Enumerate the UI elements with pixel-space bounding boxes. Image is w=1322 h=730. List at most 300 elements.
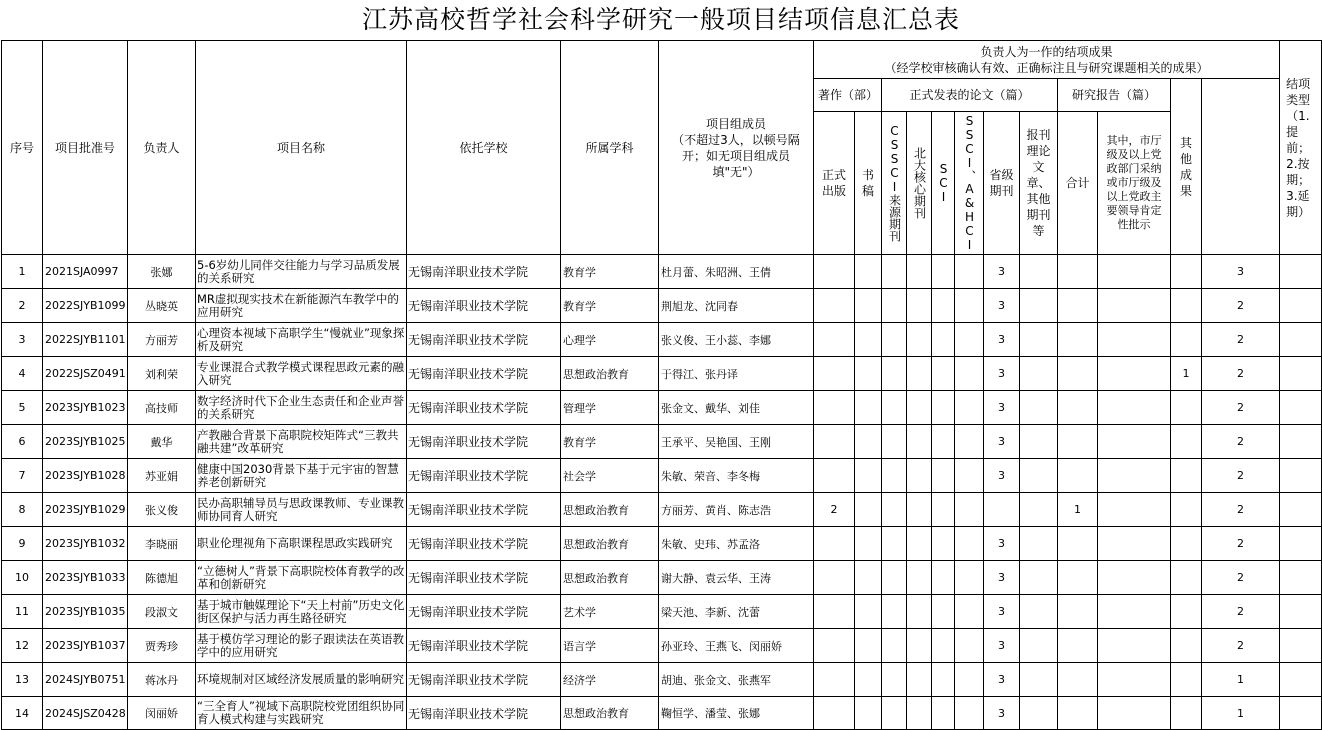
row-ssci xyxy=(955,493,984,527)
row-remarks xyxy=(1280,697,1322,730)
row-provincial: 3 xyxy=(984,697,1020,730)
row-cssci xyxy=(882,493,907,527)
header-results-group: 负责人为一作的结项成果 （经学校审核确认有效、正确标注且与研究课题相关的成果） xyxy=(814,41,1280,79)
row-members: 荆旭龙、沈同春 xyxy=(659,289,814,323)
row-ssci xyxy=(955,527,984,561)
row-pku-core xyxy=(907,391,932,425)
row-leader: 高技师 xyxy=(128,391,196,425)
row-approval-no: 2024SJSZ0428 xyxy=(43,697,128,730)
row-project-name: 基于城市触媒理论下“天上村前”历史文化街区保护与活力再生路径研究 xyxy=(196,595,407,629)
row-sci xyxy=(932,459,955,493)
row-project-name: 5-6岁幼儿同伴交往能力与学习品质发展的关系研究 xyxy=(196,255,407,289)
row-total xyxy=(1058,527,1098,561)
row-approval-no: 2023SJYB1025 xyxy=(43,425,128,459)
row-members: 杜月蕾、朱昭洲、王倩 xyxy=(659,255,814,289)
row-seq: 4 xyxy=(2,357,43,391)
row-discipline: 管理学 xyxy=(561,391,659,425)
row-discipline: 教育学 xyxy=(561,425,659,459)
row-manuscript xyxy=(855,629,882,663)
row-approved xyxy=(1098,425,1171,459)
row-ssci xyxy=(955,595,984,629)
row-leader: 贾秀珍 xyxy=(128,629,196,663)
row-seq: 14 xyxy=(2,697,43,730)
row-closure-type: 2 xyxy=(1202,459,1280,493)
row-remarks xyxy=(1280,561,1322,595)
row-leader: 闵丽娇 xyxy=(128,697,196,730)
row-discipline: 艺术学 xyxy=(561,595,659,629)
table-row xyxy=(2,289,1322,323)
row-project-name: MR虚拟现实技术在新能源汽车教学中的应用研究 xyxy=(196,289,407,323)
row-newspaper xyxy=(1020,595,1058,629)
header-other: 其他成果 xyxy=(1171,79,1202,255)
table-row xyxy=(2,629,1322,663)
row-approved xyxy=(1098,391,1171,425)
page-title: 江苏高校哲学社会科学研究一般项目结项信息汇总表 xyxy=(361,5,960,34)
row-sci xyxy=(932,663,955,697)
row-other xyxy=(1171,697,1202,730)
row-approval-no: 2023SJYB1029 xyxy=(43,493,128,527)
row-provincial xyxy=(984,493,1020,527)
row-pku-core xyxy=(907,663,932,697)
row-pku-core xyxy=(907,527,932,561)
row-ssci xyxy=(955,255,984,289)
row-sci xyxy=(932,323,955,357)
row-total xyxy=(1058,561,1098,595)
row-sci xyxy=(932,629,955,663)
row-sci xyxy=(932,697,955,730)
row-leader: 苏亚娟 xyxy=(128,459,196,493)
row-approved xyxy=(1098,561,1171,595)
header-total: 合计 xyxy=(1058,112,1098,255)
row-provincial: 3 xyxy=(984,255,1020,289)
row-project-name: 基于模仿学习理论的影子跟读法在英语教学中的应用研究 xyxy=(196,629,407,663)
row-formal-pub xyxy=(814,561,855,595)
row-project-name: 心理资本视域下高职学生“慢就业”现象探析及研究 xyxy=(196,323,407,357)
row-leader: 陈德旭 xyxy=(128,561,196,595)
row-approval-no: 2023SJYB1035 xyxy=(43,595,128,629)
row-approval-no: 2022SJYB1101 xyxy=(43,323,128,357)
row-cssci xyxy=(882,255,907,289)
row-approval-no: 2023SJYB1037 xyxy=(43,629,128,663)
table-row xyxy=(2,425,1322,459)
header-ssci: SSCI、A&HCI xyxy=(955,112,984,255)
row-other xyxy=(1171,425,1202,459)
table-row xyxy=(2,391,1322,425)
row-sci xyxy=(932,289,955,323)
row-school: 无锡南洋职业技术学院 xyxy=(407,697,561,730)
row-pku-core xyxy=(907,595,932,629)
row-provincial: 3 xyxy=(984,289,1020,323)
row-discipline: 社会学 xyxy=(561,459,659,493)
row-sci xyxy=(932,255,955,289)
row-approved xyxy=(1098,527,1171,561)
row-project-name: “三全育人”视域下高职院校党团组织协同育人模式构建与实践研究 xyxy=(196,697,407,730)
row-project-name: 专业课混合式教学模式课程思政元素的融入研究 xyxy=(196,357,407,391)
row-formal-pub xyxy=(814,459,855,493)
table-row xyxy=(2,527,1322,561)
row-school: 无锡南洋职业技术学院 xyxy=(407,289,561,323)
row-other xyxy=(1171,663,1202,697)
row-discipline: 心理学 xyxy=(561,323,659,357)
table-row xyxy=(2,663,1322,697)
row-closure-type: 1 xyxy=(1202,663,1280,697)
row-newspaper xyxy=(1020,663,1058,697)
row-project-name: 产教融合背景下高职院校矩阵式“三教共融共建”改革研究 xyxy=(196,425,407,459)
row-formal-pub xyxy=(814,595,855,629)
row-discipline: 思想政治教育 xyxy=(561,357,659,391)
row-members: 鞠恒学、潘莹、张娜 xyxy=(659,697,814,730)
row-approval-no: 2022SJSZ0491 xyxy=(43,357,128,391)
row-total xyxy=(1058,425,1098,459)
table-row xyxy=(2,561,1322,595)
row-ssci xyxy=(955,663,984,697)
row-project-name: 民办高职辅导员与思政课教师、专业课教师协同育人研究 xyxy=(196,493,407,527)
row-total xyxy=(1058,459,1098,493)
row-seq: 2 xyxy=(2,289,43,323)
row-cssci xyxy=(882,527,907,561)
row-approved xyxy=(1098,323,1171,357)
row-cssci xyxy=(882,425,907,459)
row-leader: 张娜 xyxy=(128,255,196,289)
row-pku-core xyxy=(907,323,932,357)
row-pku-core xyxy=(907,425,932,459)
row-remarks xyxy=(1280,255,1322,289)
row-leader: 刘利荣 xyxy=(128,357,196,391)
row-total xyxy=(1058,289,1098,323)
row-seq: 11 xyxy=(2,595,43,629)
row-provincial: 3 xyxy=(984,629,1020,663)
row-pku-core xyxy=(907,255,932,289)
row-provincial: 3 xyxy=(984,527,1020,561)
row-other xyxy=(1171,289,1202,323)
row-other xyxy=(1171,323,1202,357)
row-provincial: 3 xyxy=(984,425,1020,459)
row-formal-pub xyxy=(814,697,855,730)
row-cssci xyxy=(882,357,907,391)
row-closure-type: 3 xyxy=(1202,255,1280,289)
row-provincial: 3 xyxy=(984,561,1020,595)
row-approved xyxy=(1098,697,1171,730)
row-other xyxy=(1171,391,1202,425)
row-approved xyxy=(1098,629,1171,663)
row-school: 无锡南洋职业技术学院 xyxy=(407,357,561,391)
row-leader: 戴华 xyxy=(128,425,196,459)
row-cssci xyxy=(882,391,907,425)
row-discipline: 思想政治教育 xyxy=(561,527,659,561)
row-project-name: 数字经济时代下企业生态责任和企业声誉的关系研究 xyxy=(196,391,407,425)
row-formal-pub: 2 xyxy=(814,493,855,527)
header-closure-type: 结项类型 （1.提前；2.按期；3.延期） xyxy=(1280,41,1322,255)
row-school: 无锡南洋职业技术学院 xyxy=(407,323,561,357)
row-manuscript xyxy=(855,255,882,289)
header-school: 依托学校 xyxy=(407,41,561,255)
row-closure-type: 2 xyxy=(1202,357,1280,391)
row-approved xyxy=(1098,357,1171,391)
row-other: 1 xyxy=(1171,357,1202,391)
row-formal-pub xyxy=(814,629,855,663)
row-total xyxy=(1058,629,1098,663)
row-closure-type: 2 xyxy=(1202,289,1280,323)
header-members: 项目组成员 （不超过3人，以顿号隔开；如无项目组成员填"无"） xyxy=(659,41,814,255)
row-remarks xyxy=(1280,595,1322,629)
row-ssci xyxy=(955,425,984,459)
row-approved xyxy=(1098,493,1171,527)
row-newspaper xyxy=(1020,493,1058,527)
row-leader: 段淑文 xyxy=(128,595,196,629)
row-formal-pub xyxy=(814,255,855,289)
row-other xyxy=(1171,459,1202,493)
row-school: 无锡南洋职业技术学院 xyxy=(407,425,561,459)
row-approval-no: 2023SJYB1033 xyxy=(43,561,128,595)
row-closure-type: 2 xyxy=(1202,493,1280,527)
row-leader: 丛晓英 xyxy=(128,289,196,323)
row-seq: 1 xyxy=(2,255,43,289)
row-approved xyxy=(1098,255,1171,289)
row-seq: 6 xyxy=(2,425,43,459)
row-provincial: 3 xyxy=(984,459,1020,493)
row-remarks xyxy=(1280,629,1322,663)
row-other xyxy=(1171,561,1202,595)
row-seq: 13 xyxy=(2,663,43,697)
header-discipline: 所属学科 xyxy=(561,41,659,255)
row-total: 1 xyxy=(1058,493,1098,527)
row-cssci xyxy=(882,459,907,493)
row-ssci xyxy=(955,391,984,425)
row-pku-core xyxy=(907,561,932,595)
table-row xyxy=(2,357,1322,391)
row-pku-core xyxy=(907,697,932,730)
row-formal-pub xyxy=(814,425,855,459)
row-closure-type: 2 xyxy=(1202,425,1280,459)
row-sci xyxy=(932,595,955,629)
summary-table xyxy=(1,40,1322,730)
row-newspaper xyxy=(1020,527,1058,561)
row-total xyxy=(1058,255,1098,289)
row-approval-no: 2024SJYB0751 xyxy=(43,663,128,697)
row-seq: 9 xyxy=(2,527,43,561)
row-seq: 12 xyxy=(2,629,43,663)
row-project-name: “立德树人”背景下高职院校体育教学的改革和创新研究 xyxy=(196,561,407,595)
row-pku-core xyxy=(907,629,932,663)
row-ssci xyxy=(955,357,984,391)
row-remarks xyxy=(1280,493,1322,527)
row-formal-pub xyxy=(814,357,855,391)
row-formal-pub xyxy=(814,391,855,425)
row-cssci xyxy=(882,561,907,595)
row-approval-no: 2023SJYB1023 xyxy=(43,391,128,425)
table-row xyxy=(2,595,1322,629)
row-manuscript xyxy=(855,459,882,493)
row-discipline: 经济学 xyxy=(561,663,659,697)
row-school: 无锡南洋职业技术学院 xyxy=(407,595,561,629)
row-members: 谢大静、袁云华、王涛 xyxy=(659,561,814,595)
row-manuscript xyxy=(855,697,882,730)
table-row xyxy=(2,323,1322,357)
row-total xyxy=(1058,663,1098,697)
row-sci xyxy=(932,493,955,527)
row-leader: 张义俊 xyxy=(128,493,196,527)
row-provincial: 3 xyxy=(984,663,1020,697)
row-remarks xyxy=(1280,357,1322,391)
row-newspaper xyxy=(1020,289,1058,323)
row-manuscript xyxy=(855,323,882,357)
row-cssci xyxy=(882,323,907,357)
row-approval-no: 2023SJYB1032 xyxy=(43,527,128,561)
table-row xyxy=(2,697,1322,730)
row-remarks xyxy=(1280,459,1322,493)
row-formal-pub xyxy=(814,663,855,697)
row-school: 无锡南洋职业技术学院 xyxy=(407,493,561,527)
row-approval-no: 2021SJA0997 xyxy=(43,255,128,289)
row-cssci xyxy=(882,663,907,697)
row-ssci xyxy=(955,561,984,595)
row-approved xyxy=(1098,595,1171,629)
row-members: 胡迪、张金文、张燕军 xyxy=(659,663,814,697)
row-members: 于得江、张丹译 xyxy=(659,357,814,391)
row-discipline: 思想政治教育 xyxy=(561,493,659,527)
row-newspaper xyxy=(1020,697,1058,730)
row-seq: 8 xyxy=(2,493,43,527)
row-closure-type: 2 xyxy=(1202,595,1280,629)
row-members: 张金文、戴华、刘佳 xyxy=(659,391,814,425)
row-pku-core xyxy=(907,459,932,493)
row-project-name: 环境规制对区域经济发展质量的影响研究 xyxy=(196,663,407,697)
header-pku-core: 北大核心期刊 xyxy=(907,112,932,255)
row-seq: 10 xyxy=(2,561,43,595)
row-manuscript xyxy=(855,357,882,391)
row-school: 无锡南洋职业技术学院 xyxy=(407,527,561,561)
row-remarks xyxy=(1280,323,1322,357)
row-sci xyxy=(932,391,955,425)
row-cssci xyxy=(882,629,907,663)
row-provincial: 3 xyxy=(984,357,1020,391)
row-leader: 李晓丽 xyxy=(128,527,196,561)
row-discipline: 思想政治教育 xyxy=(561,561,659,595)
row-total xyxy=(1058,391,1098,425)
row-school: 无锡南洋职业技术学院 xyxy=(407,391,561,425)
row-other xyxy=(1171,595,1202,629)
header-leader: 负责人 xyxy=(128,41,196,255)
row-other xyxy=(1171,527,1202,561)
row-formal-pub xyxy=(814,527,855,561)
row-closure-type: 1 xyxy=(1202,697,1280,730)
row-newspaper xyxy=(1020,357,1058,391)
header-approved-by: 其中，市厅级及以上党政部门采纳或市厅级及以上党政主要领导肯定性批示 xyxy=(1098,112,1171,255)
row-school: 无锡南洋职业技术学院 xyxy=(407,255,561,289)
row-remarks xyxy=(1280,391,1322,425)
row-total xyxy=(1058,323,1098,357)
row-provincial: 3 xyxy=(984,323,1020,357)
row-leader: 方丽芳 xyxy=(128,323,196,357)
header-works: 著作（部） xyxy=(814,79,882,112)
row-approval-no: 2023SJYB1028 xyxy=(43,459,128,493)
row-project-name: 职业伦理视角下高职课程思政实践研究 xyxy=(196,527,407,561)
row-newspaper xyxy=(1020,323,1058,357)
row-seq: 3 xyxy=(2,323,43,357)
row-approved xyxy=(1098,663,1171,697)
row-approved xyxy=(1098,459,1171,493)
row-members: 张义俊、王小蕊、李娜 xyxy=(659,323,814,357)
row-project-name: 健康中国2030背景下基于元宇宙的智慧养老创新研究 xyxy=(196,459,407,493)
row-other xyxy=(1171,493,1202,527)
row-closure-type: 2 xyxy=(1202,561,1280,595)
row-school: 无锡南洋职业技术学院 xyxy=(407,561,561,595)
row-newspaper xyxy=(1020,629,1058,663)
header-approval-no: 项目批准号 xyxy=(43,41,128,255)
row-cssci xyxy=(882,289,907,323)
header-seq: 序号 xyxy=(2,41,43,255)
table-row xyxy=(2,459,1322,493)
row-ssci xyxy=(955,697,984,730)
row-manuscript xyxy=(855,561,882,595)
row-members: 王承平、吴艳国、王刚 xyxy=(659,425,814,459)
row-manuscript xyxy=(855,493,882,527)
row-approval-no: 2022SJYB1099 xyxy=(43,289,128,323)
row-total xyxy=(1058,697,1098,730)
header-provincial: 省级期刊 xyxy=(984,112,1020,255)
row-newspaper xyxy=(1020,561,1058,595)
row-sci xyxy=(932,425,955,459)
row-sci xyxy=(932,561,955,595)
row-provincial: 3 xyxy=(984,595,1020,629)
row-manuscript xyxy=(855,391,882,425)
header-papers: 正式发表的论文（篇） xyxy=(882,79,1058,112)
row-cssci xyxy=(882,697,907,730)
row-pku-core xyxy=(907,493,932,527)
row-pku-core xyxy=(907,289,932,323)
row-provincial: 3 xyxy=(984,391,1020,425)
table-row xyxy=(2,493,1322,527)
row-school: 无锡南洋职业技术学院 xyxy=(407,629,561,663)
row-pku-core xyxy=(907,357,932,391)
row-approved xyxy=(1098,289,1171,323)
header-formal-pub: 正式出版 xyxy=(814,112,855,255)
row-ssci xyxy=(955,289,984,323)
row-other xyxy=(1171,629,1202,663)
row-members: 朱敏、史玮、苏孟洛 xyxy=(659,527,814,561)
row-sci xyxy=(932,357,955,391)
row-closure-type: 2 xyxy=(1202,391,1280,425)
row-sci xyxy=(932,527,955,561)
header-cssci: CSSCI来源期刊 xyxy=(882,112,907,255)
row-school: 无锡南洋职业技术学院 xyxy=(407,459,561,493)
header-sci: SCI xyxy=(932,112,955,255)
row-members: 朱敏、荣音、李冬梅 xyxy=(659,459,814,493)
row-seq: 5 xyxy=(2,391,43,425)
header-reports: 研究报告（篇） xyxy=(1058,79,1171,112)
row-formal-pub xyxy=(814,323,855,357)
row-newspaper xyxy=(1020,459,1058,493)
header-newspaper: 报刊理论文章、其他期刊等 xyxy=(1020,112,1058,255)
row-remarks xyxy=(1280,527,1322,561)
row-newspaper xyxy=(1020,425,1058,459)
row-closure-type: 2 xyxy=(1202,323,1280,357)
row-members: 孙亚玲、王燕飞、闵丽娇 xyxy=(659,629,814,663)
row-school: 无锡南洋职业技术学院 xyxy=(407,663,561,697)
row-remarks xyxy=(1280,289,1322,323)
row-manuscript xyxy=(855,663,882,697)
row-manuscript xyxy=(855,527,882,561)
row-closure-type: 2 xyxy=(1202,629,1280,663)
row-manuscript xyxy=(855,425,882,459)
row-discipline: 思想政治教育 xyxy=(561,697,659,730)
row-discipline: 教育学 xyxy=(561,255,659,289)
header-manuscript: 书稿 xyxy=(855,112,882,255)
table-row xyxy=(2,255,1322,289)
row-manuscript xyxy=(855,595,882,629)
row-ssci xyxy=(955,323,984,357)
row-discipline: 教育学 xyxy=(561,289,659,323)
